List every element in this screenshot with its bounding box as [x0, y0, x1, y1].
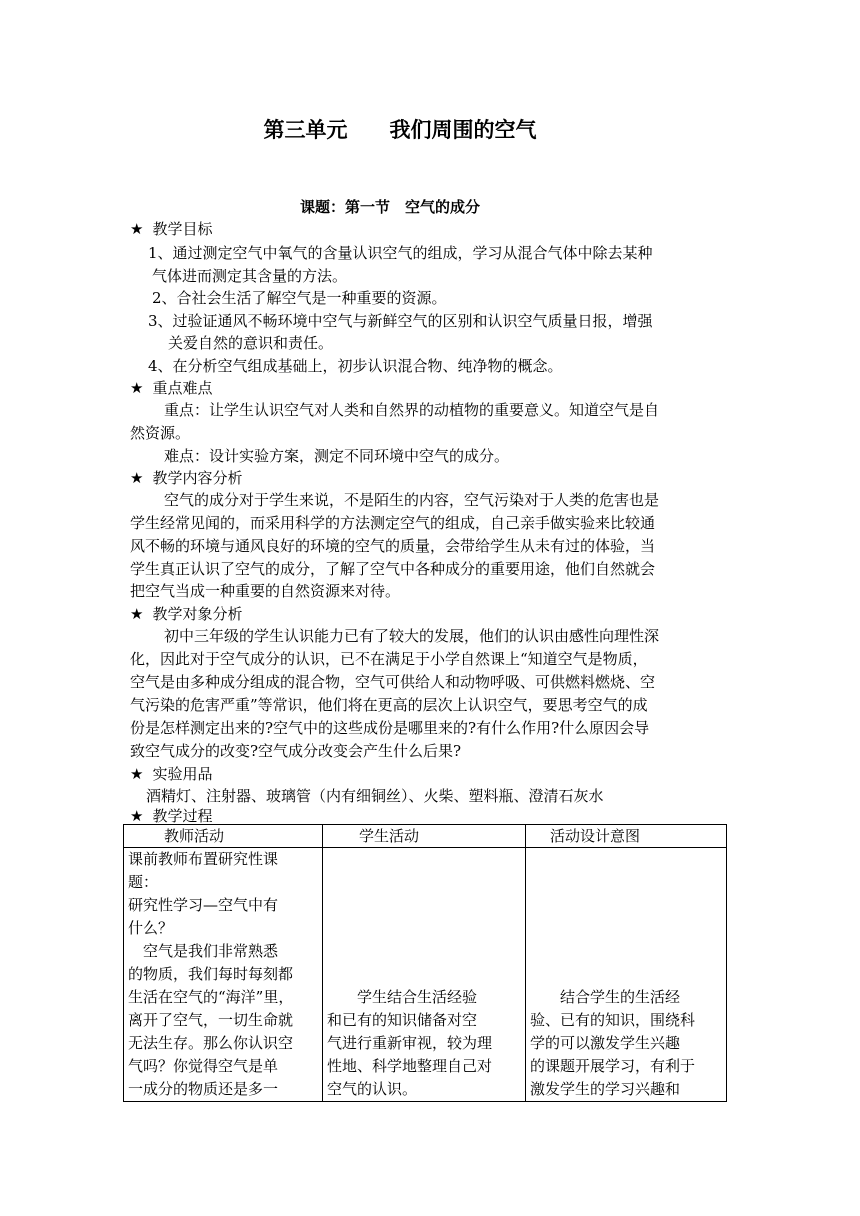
teacher-activity-line: 题： [128, 873, 159, 891]
star-icon: ★ [130, 379, 144, 397]
section-line: 气污染的危害严重”等常识，他们将在更高的层次上认识空气，要思考空气的成 [130, 696, 648, 714]
section-heading-materials [130, 763, 212, 784]
section-heading-goals [130, 218, 212, 239]
star-icon: ★ [130, 220, 144, 238]
design-intent-line: 验、已有的知识，围绕科 [530, 1011, 696, 1029]
section-line: 学生真正认识了空气的成分，了解了空气中各种成分的重要用途，他们自然就会 [130, 560, 656, 578]
design-intent-line: 激发学生的学习兴趣和 [530, 1080, 681, 1098]
star-icon: ★ [130, 605, 144, 623]
section-line: 3、过验证通风不畅环境中空气与新鲜空气的区别和认识空气质量日报，增强 [148, 312, 653, 330]
section-heading-text: 实验用品 [152, 765, 213, 783]
section-line: 4、在分析空气组成基础上，初步认识混合物、纯净物的概念。 [148, 357, 563, 375]
teacher-activity-line: 离开了空气，一切生命就 [128, 1011, 294, 1029]
star-icon: ★ [130, 807, 144, 825]
section-line: 份是怎样测定出来的?空气中的这些成份是哪里来的?有什么作用?什么原因会导 [130, 719, 650, 737]
teacher-activity-line: 气吗？你觉得空气是单 [128, 1057, 279, 1075]
section-line: 初中三年级的学生认识能力已有了较大的发展，他们的认识由感性向理性深 [164, 627, 660, 645]
page-title: 第三单元 我们周围的空气 [263, 118, 537, 142]
student-activity-line: 气进行重新审视，较为理 [327, 1034, 493, 1052]
design-intent-line: 的课题开展学习，有利于 [530, 1057, 696, 1075]
teacher-activity-line: 研究性学习—空气中有 [128, 896, 279, 914]
student-activity-line: 性地、科学地整理自己对 [327, 1057, 493, 1075]
teacher-activity-line: 生活在空气的“海洋”里， [128, 988, 294, 1006]
teacher-activity-line: 课前教师布置研究性课 [128, 850, 279, 868]
table-row [124, 848, 727, 1102]
section-heading-key-points [130, 377, 212, 398]
process-table [123, 824, 727, 1102]
section-line: 气体进而测定其含量的方法。 [152, 267, 348, 285]
student-activity-line: 和已有的知识储备对空 [327, 1011, 478, 1029]
section-line: 把空气当成一种重要的自然资源来对待。 [130, 582, 401, 600]
section-heading-content-analysis [130, 467, 242, 488]
student-activity-cell [323, 848, 526, 1102]
student-activity-line: 学生结合生活经验 [327, 988, 478, 1006]
section-line: 化，因此对于空气成分的认识，已不在满足于小学自然课上“知道空气是物质， [130, 650, 648, 668]
header-student: 学生活动 [323, 825, 526, 848]
teacher-activity-cell [124, 848, 323, 1102]
section-line: 风不畅的环境与通风良好的环境的空气的质量，会带给学生从未有过的体验，当 [130, 537, 656, 555]
section-line: 然资源。 [130, 424, 191, 442]
section-line: 重点：让学生认识空气对人类和自然界的动植物的重要意义。知道空气是自 [164, 401, 660, 419]
header-intent: 活动设计意图 [526, 825, 727, 848]
table-header-row [124, 825, 727, 848]
section-heading-text: 重点难点 [152, 379, 213, 397]
section-heading-text: 教学目标 [152, 220, 213, 238]
header-teacher: 教师活动 [124, 825, 323, 848]
star-icon: ★ [130, 765, 144, 783]
star-icon: ★ [130, 469, 144, 487]
section-line: 学生经常见闻的，而采用科学的方法测定空气的组成，自己亲手做实验来比较通 [130, 514, 656, 532]
teacher-activity-line: 的物质，我们每时每刻都 [128, 965, 294, 983]
section-line: 酒精灯、注射器、玻璃管（内有细铜丝）、火柴、塑料瓶、澄清石灰水 [146, 787, 604, 805]
teacher-activity-line: 什么？ [128, 919, 174, 937]
section-heading-student-analysis [130, 603, 242, 624]
section-heading-text: 教学对象分析 [152, 605, 243, 623]
design-intent-cell [526, 848, 727, 1102]
student-activity-line: 空气的认识。 [327, 1080, 418, 1098]
section-line: 关爱自然的意识和责任。 [168, 334, 334, 352]
design-intent-line: 结合学生的生活经 [530, 988, 681, 1006]
design-intent-line: 学的可以激发学生兴趣 [530, 1034, 681, 1052]
section-heading-text: 教学过程 [152, 807, 213, 825]
section-line: 致空气成分的改变?空气成分改变会产生什么后果? [130, 742, 462, 760]
section-heading-process [130, 805, 212, 826]
section-line: 空气是由多种成分组成的混合物，空气可供给人和动物呼吸、可供燃料燃烧、空 [130, 673, 656, 691]
teacher-activity-line: 空气是我们非常熟悉 [128, 942, 279, 960]
section-heading-text: 教学内容分析 [152, 469, 243, 487]
teacher-activity-line: 一成分的物质还是多一 [128, 1080, 279, 1098]
teacher-activity-line: 无法生存。那么你认识空 [128, 1034, 294, 1052]
section-line: 2、合社会生活了解空气是一种重要的资源。 [152, 289, 447, 307]
section-line: 空气的成分对于学生来说，不是陌生的内容，空气污染对于人类的危害也是 [164, 491, 660, 509]
section-line: 1、通过测定空气中氧气的含量认识空气的组成，学习从混合气体中除去某种 [148, 244, 653, 262]
lesson-subtitle: 课题：第一节 空气的成分 [299, 198, 480, 216]
section-line: 难点：设计实验方案，测定不同环境中空气的成分。 [164, 447, 510, 465]
